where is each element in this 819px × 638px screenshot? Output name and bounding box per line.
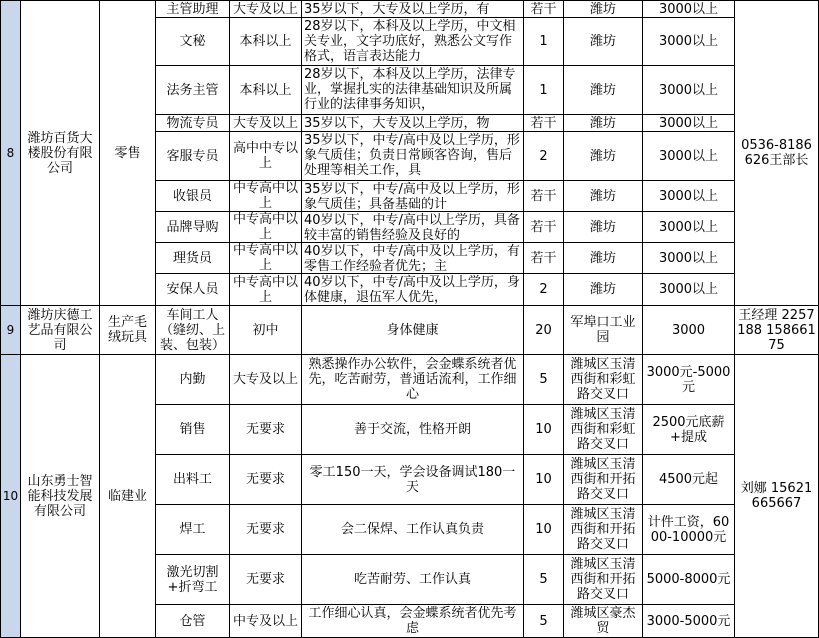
job-requirements: 身体健康 bbox=[302, 306, 524, 355]
table-row bbox=[1, 1, 819, 18]
job-requirements: 会二保焊、工作认真负责 bbox=[302, 505, 524, 555]
job-title: 主管助理 bbox=[156, 1, 230, 18]
job-salary: 3000以上 bbox=[643, 115, 735, 132]
job-count: 若干 bbox=[524, 243, 564, 274]
job-count: 10 bbox=[524, 455, 564, 505]
job-education: 大专及以上 bbox=[230, 1, 302, 18]
job-education: 初中 bbox=[230, 306, 302, 355]
job-salary: 3000以上 bbox=[643, 1, 735, 18]
table-row bbox=[1, 306, 819, 355]
job-salary: 3000以上 bbox=[643, 18, 735, 66]
job-education: 无要求 bbox=[230, 505, 302, 555]
job-count: 10 bbox=[524, 405, 564, 455]
job-location: 潍坊 bbox=[564, 115, 643, 132]
job-requirements bbox=[302, 212, 524, 243]
company-name: 潍坊庆德工艺品有限公司 bbox=[21, 306, 100, 355]
job-title: 收银员 bbox=[156, 181, 230, 212]
job-salary: 3000 bbox=[643, 306, 735, 355]
job-location: 潍城区豪杰贸 bbox=[564, 605, 643, 638]
job-requirements-text: 28岁以下，本科及以上学历，法律专业，掌握扎实的法律基础知识及所属行业的法律事务知识， bbox=[304, 67, 516, 112]
job-requirements-text: 40岁以下，中专/高中及以上学历，身体健康，退伍军人优先， bbox=[304, 275, 520, 305]
job-location: 潍城区玉清西街和开拓路交叉口 bbox=[564, 455, 643, 505]
company-contact: 0536-8186626王部长 bbox=[735, 1, 819, 306]
job-requirements bbox=[302, 115, 524, 132]
job-education: 中专高中以上 bbox=[230, 243, 302, 274]
job-education: 本科以上 bbox=[230, 66, 302, 115]
job-salary: 3000以上 bbox=[643, 212, 735, 243]
job-count: 若干 bbox=[524, 212, 564, 243]
job-education: 中专高中以上 bbox=[230, 181, 302, 212]
job-education: 无要求 bbox=[230, 455, 302, 505]
job-requirements-text: 40岁以下，中专/高中及以上学历，有零售工作经验者优先；主 bbox=[304, 244, 520, 274]
job-salary: 4500元起 bbox=[643, 455, 735, 505]
company-name: 山东勇士智能科技发展有限公司 bbox=[21, 355, 100, 638]
job-title: 安保人员 bbox=[156, 274, 230, 306]
job-count: 若干 bbox=[524, 115, 564, 132]
job-location: 潍坊 bbox=[564, 274, 643, 306]
job-location: 潍坊 bbox=[564, 132, 643, 181]
job-requirements: 善于交流，性格开朗 bbox=[302, 405, 524, 455]
job-count: 5 bbox=[524, 605, 564, 638]
job-location: 潍坊 bbox=[564, 18, 643, 66]
company-contact: 刘娜 15621665667 bbox=[735, 355, 819, 638]
job-salary: 3000以上 bbox=[643, 181, 735, 212]
job-requirements: 熟悉操作办公软件，会金蝶系统者优先，吃苦耐劳，普通话流利，工作细心 bbox=[302, 355, 524, 405]
job-count: 1 bbox=[524, 18, 564, 66]
job-title: 激光切割+折弯工 bbox=[156, 555, 230, 605]
job-requirements-text: 40岁以下，中专/高中以上学历，具备较丰富的销售经验及良好的 bbox=[304, 213, 520, 243]
row-index: 10 bbox=[1, 355, 21, 638]
job-salary: 3000以上 bbox=[643, 274, 735, 306]
job-title: 车间工人（缝纫、上装、包装） bbox=[156, 306, 230, 355]
job-count: 10 bbox=[524, 505, 564, 555]
job-requirements bbox=[302, 1, 524, 18]
job-count: 20 bbox=[524, 306, 564, 355]
job-education: 大专及以上 bbox=[230, 355, 302, 405]
job-location: 潍城区玉清西街和彩虹路交叉口 bbox=[564, 355, 643, 405]
job-requirements bbox=[302, 274, 524, 306]
company-contact: 王经理 2257188 15866175 bbox=[735, 306, 819, 355]
company-industry: 临建业 bbox=[100, 355, 156, 638]
job-requirements: 零工150一天，学会设备调试180一天 bbox=[302, 455, 524, 505]
job-requirements-text: 28岁以下，本科及以上学历，中文相关专业，文字功底好，熟悉公文写作格式，语言表达能力 bbox=[304, 19, 516, 64]
job-location: 潍城区玉清西街和开拓路交叉口 bbox=[564, 505, 643, 555]
row-index: 9 bbox=[1, 306, 21, 355]
row-index: 8 bbox=[1, 1, 21, 306]
job-education: 中专高中以上 bbox=[230, 274, 302, 306]
job-location: 潍坊 bbox=[564, 66, 643, 115]
job-location: 潍城区玉清西街和彩虹路交叉口 bbox=[564, 405, 643, 455]
job-salary: 计件工资，6000-10000元 bbox=[643, 505, 735, 555]
job-count: 5 bbox=[524, 555, 564, 605]
job-title: 出料工 bbox=[156, 455, 230, 505]
job-requirements bbox=[302, 18, 524, 66]
job-title: 客服专员 bbox=[156, 132, 230, 181]
job-salary: 3000以上 bbox=[643, 243, 735, 274]
job-education: 大专及以上 bbox=[230, 115, 302, 132]
job-location: 军埠口工业园 bbox=[564, 306, 643, 355]
job-salary: 3000元-5000元 bbox=[643, 355, 735, 405]
job-title: 物流专员 bbox=[156, 115, 230, 132]
job-location: 潍城区玉清西街和开拓路交叉口 bbox=[564, 555, 643, 605]
job-education: 中专及以上 bbox=[230, 605, 302, 638]
job-location: 潍坊 bbox=[564, 1, 643, 18]
company-name: 潍坊百货大楼股份有限公司 bbox=[21, 1, 100, 306]
job-count: 5 bbox=[524, 355, 564, 405]
job-title: 理货员 bbox=[156, 243, 230, 274]
table-row bbox=[1, 355, 819, 405]
job-title: 品牌导购 bbox=[156, 212, 230, 243]
job-count: 2 bbox=[524, 274, 564, 306]
job-requirements-text: 35岁以下，中专/高中及以上学历，形象气质佳；具备基础的计 bbox=[304, 182, 520, 212]
job-requirements-text: 35岁以下，大专及以上学历，有 bbox=[304, 2, 490, 17]
job-requirements-text: 35岁以下，中专/高中及以上学历，形象气质佳；负责日常顾客咨询，售后处理等相关工作，具 bbox=[304, 133, 520, 178]
job-salary: 2500元底薪+提成 bbox=[643, 405, 735, 455]
job-title: 焊工 bbox=[156, 505, 230, 555]
job-education: 无要求 bbox=[230, 555, 302, 605]
job-requirements bbox=[302, 132, 524, 181]
job-salary: 3000以上 bbox=[643, 66, 735, 115]
job-location: 潍坊 bbox=[564, 243, 643, 274]
job-location: 潍坊 bbox=[564, 181, 643, 212]
job-education: 本科以上 bbox=[230, 18, 302, 66]
job-requirements bbox=[302, 181, 524, 212]
job-location: 潍坊 bbox=[564, 212, 643, 243]
job-requirements bbox=[302, 243, 524, 274]
job-requirements: 吃苦耐劳、工作认真 bbox=[302, 555, 524, 605]
job-count: 2 bbox=[524, 132, 564, 181]
job-requirements bbox=[302, 66, 524, 115]
job-title: 仓管 bbox=[156, 605, 230, 638]
job-title: 销售 bbox=[156, 405, 230, 455]
job-requirements-text: 35岁以下，大专及以上学历，物 bbox=[304, 116, 490, 131]
job-title: 内勤 bbox=[156, 355, 230, 405]
company-industry: 零售 bbox=[100, 1, 156, 306]
job-salary: 5000-8000元 bbox=[643, 555, 735, 605]
job-count: 1 bbox=[524, 66, 564, 115]
job-title: 文秘 bbox=[156, 18, 230, 66]
company-industry: 生产毛绒玩具 bbox=[100, 306, 156, 355]
job-education: 中专高中以上 bbox=[230, 212, 302, 243]
job-education: 无要求 bbox=[230, 405, 302, 455]
job-salary: 3000以上 bbox=[643, 132, 735, 181]
job-education: 高中中专以上 bbox=[230, 132, 302, 181]
job-count: 若干 bbox=[524, 1, 564, 18]
job-salary: 3000-5000元 bbox=[643, 605, 735, 638]
job-title: 法务主管 bbox=[156, 66, 230, 115]
job-requirements: 工作细心认真，会金蝶系统者优先考虑 bbox=[302, 605, 524, 638]
job-count: 若干 bbox=[524, 181, 564, 212]
